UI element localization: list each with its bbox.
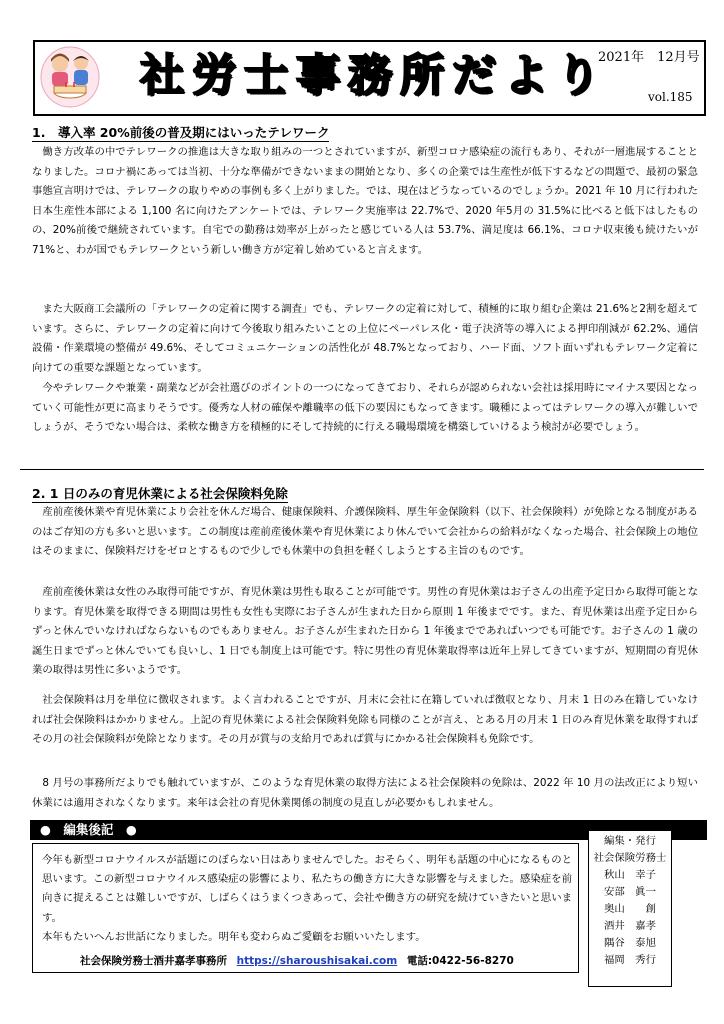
staff-name: 奥山 創 xyxy=(604,903,656,915)
article-1-paragraph: また大阪商工会議所の「テレワークの定着に関する調査」でも、テレワークの定着に対して、積極的に取り組む企業は 21.6%と2割を超えています。さらに、テレワークの定着に向けて今後取り組みたいことの上位にペーパレス化・電子決済等の導入による押印削減が 62.2%、通信設備・作業環境の整備が 49.6%、そしてコミュニケーションの活性化が 48.7%となっており、ハード面、ソフト面いずれもテレワーク定着に向けての重要な課題となっています。 xyxy=(32,303,698,374)
staff-name: 酒井 嘉孝 xyxy=(604,920,656,932)
editorial-paragraph: 本年もたいへんお世話になりました。明年も変わらぬご愛顧をお願いいたします。 xyxy=(42,930,426,943)
newsletter-title: 社労士事務所だより xyxy=(140,50,608,101)
office-name: 社会保険労務士酒井嘉孝事務所 xyxy=(80,955,227,967)
article-1-paragraph: 働き方改革の中でテレワークの推進は大きな取り組みの一つとされていますが、新型コロナ感染症の流行もあり、それが一層進展することとなりました。コロナ禍にあっては当初、十分な準備ができないままの開始となり、多くの企業では生産性が低下するなどの問題で、最初の緊急事態宣言明けでは、テレワークの取りやめの事例も多く上がりました。では、現在はどうなっているのでしょうか。2021 年 10 月に行われた日本生産性本部による 1,100 名に向けたアンケートでは、テレワーク実施率は 22.7%で、2020 年5月の 31.5%に比べると低下はしたものの、20%前後で継続されています。自宅での勤務は効率が上がったと感じている人は 53.7%、満足度は 66.1%、コロナ収束後も続けたいが 71%と、わが国でもテレワークという新しい働き方が定着し始めていると言えます。 xyxy=(32,146,698,256)
staff-label: 編集・発行 xyxy=(604,835,656,847)
editorial-paragraph: 今年も新型コロナウイルスが話題にのぼらない日はありませんでした。おそらく、明年も話題の中心になるものと思います。この新型コロナウイルス感染症の影響により、私たちの働き方に大きな影響を与えました。感染症を前向きに捉えることは難しいですが、しばらくはうまくつきあって、会社や働き方の研究を続けていきたいと思います。 xyxy=(42,854,572,924)
staff-box xyxy=(588,830,672,987)
issue-volume: vol.185 xyxy=(648,90,693,104)
editorial-text xyxy=(42,851,572,947)
staff-name: 安部 眞一 xyxy=(604,886,656,898)
section-divider xyxy=(20,469,704,470)
issue-date: 2021年 12月号 xyxy=(598,50,700,65)
article-2-paragraph: 産前産後休業や育児休業により会社を休んだ場合、健康保険料、介護保険料、厚生年金保険料（以下、社会保険料）が免除となる制度があるのはご存知の方も多いと思います。この制度は産前産後休業や育児休業により休んでいて会社からの給料がなくなった場合、社会保険上の地位はそのままに、保険料だけをゼロとするもので少しでも休業中の負担を軽くしようとする主旨のものです。 xyxy=(32,506,698,558)
article-2-paragraph: 8 月号の事務所だよりでも触れていますが、このような育児休業の取得方法による社会保険料の免除は、2022 年 10 月の法改正により短い休業には適用されなくなります。来年は会社の育児休業関係の制度の見直しが必要かもしれません。 xyxy=(32,777,698,809)
office-website-link[interactable]: https://sharoushisakai.com xyxy=(236,955,398,967)
article-2-heading: 2. 1 日のみの育児休業による社会保険料免除 xyxy=(32,486,288,501)
office-phone: 電話:0422-56-8270 xyxy=(406,955,514,967)
article-2-paragraph: 社会保険料は月を単位に徴収されます。よく言われることですが、月末に会社に在籍していれば徴収となり、月末 1 日のみ在籍していなければ社会保険料はかかりません。上記の育児休業による社会保険料免除も同様のことが言え、とある月の月末 1 日のみ育児休業を取得すればその月の社会保険料が免除となります。その月が賞与の支給月であれば賞与にかかる社会保険料も免除です。 xyxy=(32,694,698,746)
staff-name: 秋山 幸子 xyxy=(604,869,656,881)
article-2-paragraph: 産前産後休業は女性のみ取得可能ですが、育児休業は男性も取ることが可能です。男性の育児休業はお子さんの出産予定日から取得可能となります。育児休業を取得できる期間は男性も女性も実際にお子さんが生まれた日から原則 1 年後までです。また、育児休業は出産予定日からずっと休んでいなければならないものでもありません。お子さんが生まれた日から 1 年後までであればいつでも可能です。お子さんの 1 歳の誕生日までずっと休んでいても良いし、1 日でも制度上は可能です。特に男性の育児休業取得率は近年上昇してきていますが、短期間の育児休業の取得は男性に多いようです。 xyxy=(32,586,698,677)
article-1-paragraph: 今やテレワークや兼業・副業などが会社選びのポイントの一つになってきており、それらが認められない会社は採用時にマイナス要因となっていく可能性が更に高まりそうです。優秀な人材の確保や離職率の低下の要因にもなってきます。職種によってはテレワークの導入が難しいでしょうが、そうでない場合は、柔軟な働き方を積極的にそして持続的に行える職場環境を構築していけるよう検討が必要でしょう。 xyxy=(32,382,698,434)
office-contact xyxy=(80,953,514,968)
family-cake-illustration xyxy=(40,46,100,108)
staff-name: 隅谷 泰旭 xyxy=(604,937,656,949)
article-1-heading: 1. 導入率 20%前後の普及期にはいったテレワーク xyxy=(32,125,330,140)
staff-organization: 社会保険労務士 xyxy=(593,852,667,864)
staff-name: 福岡 秀行 xyxy=(604,954,656,966)
editorial-heading: ● 編集後記 ● xyxy=(40,822,137,837)
